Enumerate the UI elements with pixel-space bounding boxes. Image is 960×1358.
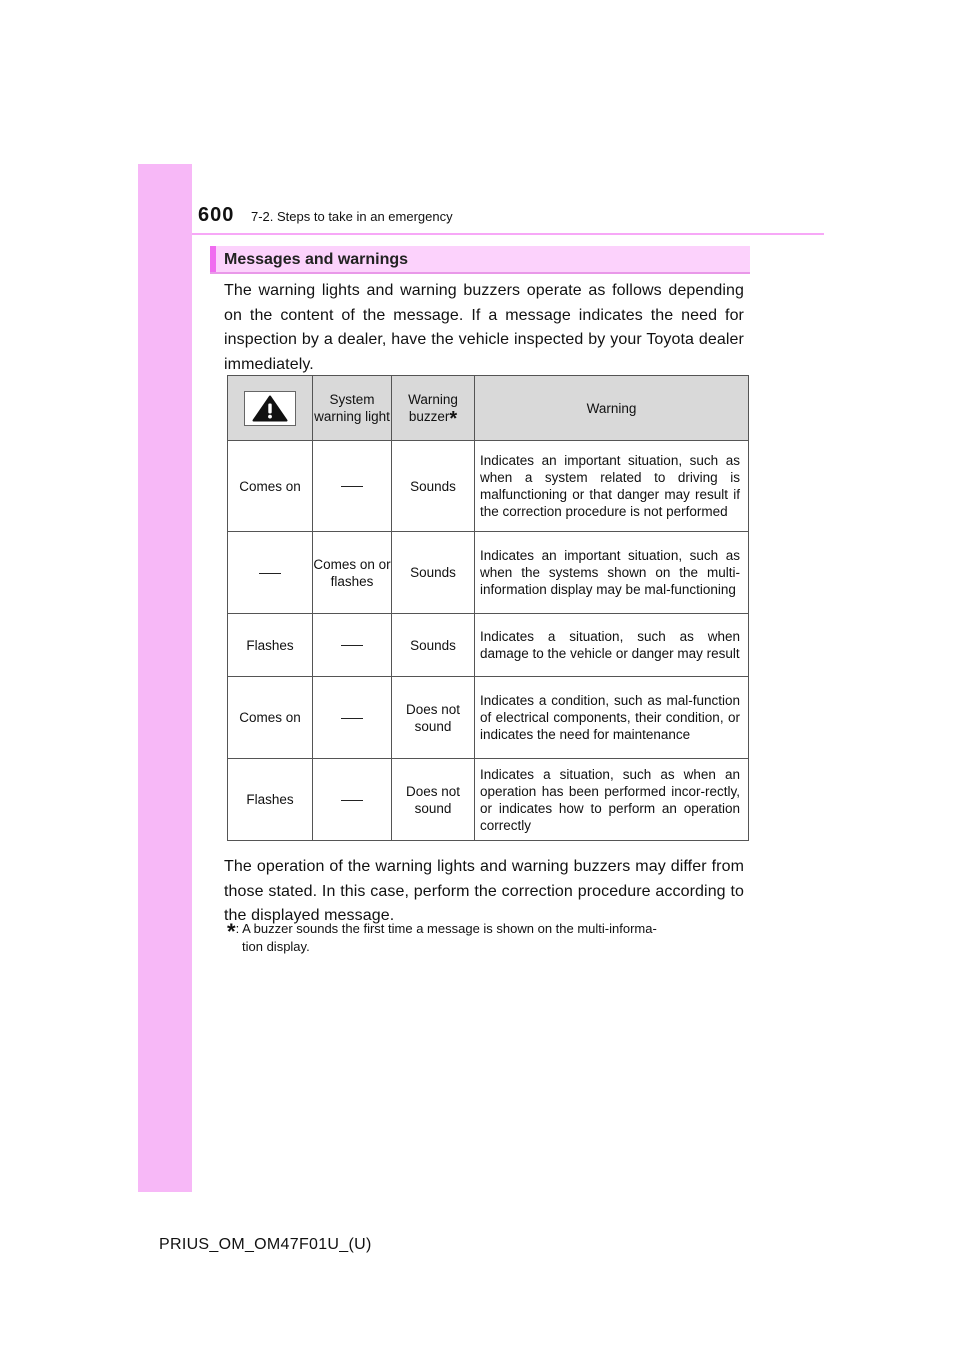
buzzer-header — [392, 376, 475, 441]
master-cell: Flashes — [228, 759, 313, 841]
buzzer-cell: Sounds — [392, 614, 475, 677]
warning-cell: Indicates a situation, such as when damage to the vehicle or danger may result — [475, 614, 749, 677]
warning-cell: Indicates an important situation, such as when a system related to driving is malfunctioning or that danger may result if the correction procedure is not performed — [475, 441, 749, 532]
page-number: 600 — [198, 204, 235, 226]
intro-paragraph: The warning lights and warning buzzers operate as follows depending on the content of the message. If a message indicates the need for inspection by a dealer, have the vehicle inspected by your Toyota dealer immediately. — [224, 282, 744, 373]
system-cell — [313, 441, 392, 532]
master-cell: Comes on — [228, 677, 313, 759]
dash-mark — [341, 800, 363, 801]
heading-accent-bar — [210, 246, 216, 272]
section-heading: Messages and warnings — [224, 251, 409, 268]
master-cell: Flashes — [228, 614, 313, 677]
footnote-continuation: tion display. — [242, 939, 310, 954]
buzzer-cell: Does not sound — [392, 677, 475, 759]
closing-paragraph: The operation of the warning lights and warning buzzers may differ from those stated. In this case, perform the correction procedure according to the displayed message. — [224, 858, 744, 924]
table-row — [228, 677, 749, 759]
document-code: PRIUS_OM_OM47F01U_(U) — [159, 1236, 372, 1253]
table-row — [228, 759, 749, 841]
dash-mark — [341, 718, 363, 719]
system-cell — [313, 759, 392, 841]
footnote-mark: * — [227, 919, 236, 944]
warning-triangle-icon — [244, 391, 296, 426]
warning-header: Warning — [475, 376, 749, 441]
table-row — [228, 532, 749, 614]
footnote-line — [227, 919, 745, 944]
warning-cell: Indicates a condition, such as mal-function of electrical components, their condition, or indicates the need for maintenance — [475, 677, 749, 759]
table-header-row — [228, 376, 749, 441]
system-cell — [313, 614, 392, 677]
warning-cell: Indicates a situation, such as when an operation has been performed incor-rectly, or indicates how to perform an operation correctly — [475, 759, 749, 841]
master-cell: Comes on — [228, 441, 313, 532]
table-row — [228, 614, 749, 677]
buzzer-cell: Sounds — [392, 441, 475, 532]
buzzer-cell: Does not sound — [392, 759, 475, 841]
footnote-text: : A buzzer sounds the first time a message is shown on the multi-informa- — [235, 921, 657, 936]
system-light-header: System warning light — [313, 376, 392, 441]
buzzer-header-label: Warning buzzer — [408, 392, 458, 424]
buzzer-cell: Sounds — [392, 532, 475, 614]
dash-mark — [259, 573, 281, 574]
master-warning-header — [228, 376, 313, 441]
table-row — [228, 441, 749, 532]
dash-mark — [341, 645, 363, 646]
system-cell: Comes on or flashes — [313, 532, 392, 614]
footnote — [227, 920, 745, 956]
system-cell — [313, 677, 392, 759]
section-heading-box — [210, 246, 750, 274]
chapter-title: 7-2. Steps to take in an emergency — [251, 209, 453, 224]
master-cell — [228, 532, 313, 614]
warnings-table — [227, 375, 749, 841]
dash-mark — [341, 486, 363, 487]
header-divider — [192, 233, 824, 235]
warning-cell: Indicates an important situation, such as when the systems shown on the multi-information display may be mal-functioning — [475, 532, 749, 614]
buzzer-footnote-mark: * — [449, 408, 458, 430]
chapter-side-tab — [138, 164, 192, 1192]
